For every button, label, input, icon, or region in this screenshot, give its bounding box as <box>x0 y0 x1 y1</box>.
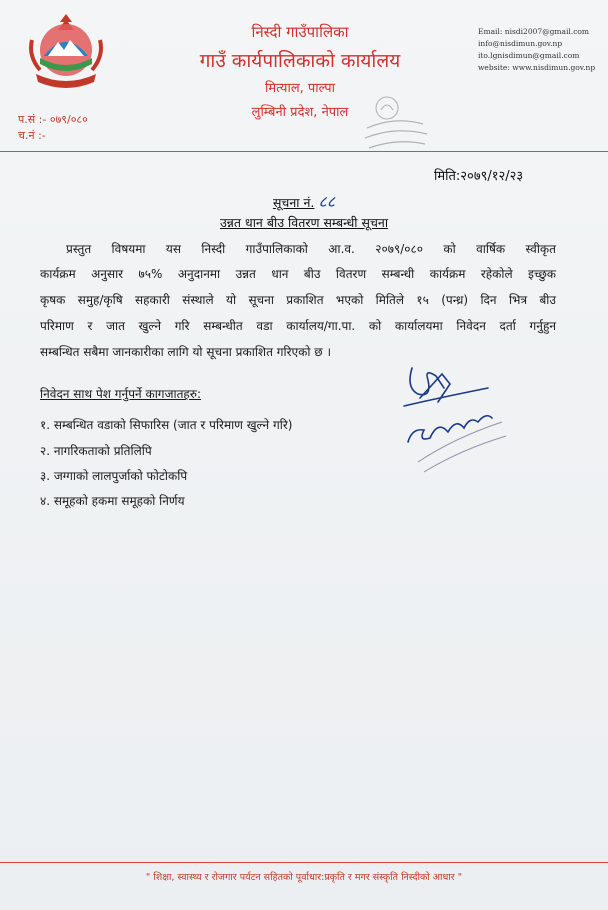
notice-number-value: ८८ <box>318 192 336 211</box>
body-line-5: सम्बन्धित सबैमा जानकारीका लागि यो सूचना प्रकाशित गरिएको छ । <box>40 345 332 359</box>
body-line-4: परिमाण र जात खुल्ने गरि सम्बन्धीत वडा कार्यालय/गा.पा. को कार्यालयमा निवेदन दर्ता गर्नुहुन <box>40 319 556 333</box>
footer-slogan: " शिक्षा, स्वास्थ्य र रोजगार पर्यटन सहितको पूर्वाधार:प्रकृति र मगर संस्कृति निस्दीको आधार " <box>145 872 463 883</box>
body-line-2: कार्यक्रम अनुसार ७५% अनुदानमा उन्नत धान बीउ वितरण सम्बन्धी कार्यक्रम रहेकोले इच्छुक <box>40 267 556 281</box>
official-signature <box>398 358 510 476</box>
letter-ref-number: प.सं :- ०७९/०८० <box>18 113 88 126</box>
footer-divider <box>0 862 608 863</box>
header-divider <box>0 151 608 152</box>
notice-number <box>0 190 608 212</box>
nepal-emblem-icon <box>18 10 114 90</box>
office-address: मित्याल, पाल्पा <box>265 81 335 96</box>
issue-date: मिति:२०७९/१२/२३ <box>434 169 524 184</box>
dispatch-number: च.नं :- <box>18 129 46 142</box>
body-line-1: प्रस्तुत विषयमा यस निस्दी गाउँपालिकाको आ.व. २०७९/०८० को वार्षिक स्वीकृत <box>66 242 556 256</box>
required-doc-item: २. नागरिकताको प्रतिलिपि <box>40 444 152 458</box>
notice-subject: उन्नत धान बीउ वितरण सम्बन्धी सूचना <box>219 215 389 230</box>
required-doc-item: ४. समूहको हकमा समूहको निर्णय <box>40 494 185 508</box>
municipality-name: निस्दी गाउँपालिका <box>251 23 349 41</box>
contact-email: Email: nisdi2007@gmail.com <box>478 27 590 36</box>
required-docs-title: निवेदन साथ पेश गर्नुपर्ने कागजातहरु: <box>40 387 202 401</box>
contact-website: website: www.nisdimun.gov.np <box>478 63 596 72</box>
office-name: गाउँ कार्यपालिकाको कार्यालय <box>199 50 401 72</box>
reference-numbers <box>18 112 88 144</box>
contact-info-email: info@nisdimun.gov.np <box>478 39 563 48</box>
required-doc-item: १. सम्बन्धित वडाको सिफारिस (जात र परिमाण खुल्ने गरि) <box>40 418 293 432</box>
notice-number-label: सूचना नं. <box>272 195 315 210</box>
office-seal-stamp <box>345 88 435 158</box>
body-line-3: कृषक समुह/कृषि सहकारी संस्थाले यो सूचना प्रकाशित भएको मितिले १५ (पन्ध्र) दिन भित्र बीउ <box>40 293 556 307</box>
province-address: लुम्बिनी प्रदेश, नेपाल <box>251 105 349 120</box>
contact-info <box>478 26 606 74</box>
contact-it-email: ito.lgnisdimun@gmail.com <box>478 51 580 60</box>
required-doc-item: ३. जग्गाको लालपुर्जाको फोटोकपि <box>40 469 188 483</box>
